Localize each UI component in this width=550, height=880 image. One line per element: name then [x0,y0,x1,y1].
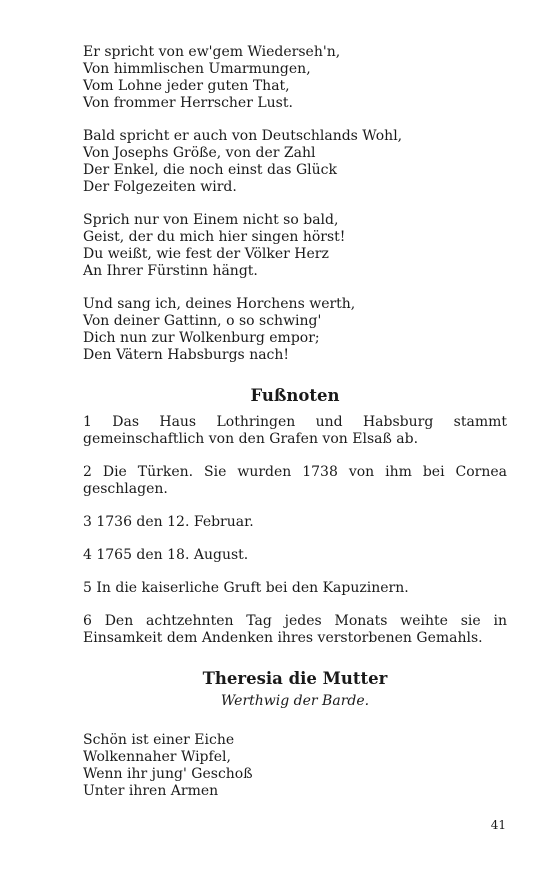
footnotes-list [83,414,507,647]
stanza [83,296,507,364]
page-number: 41 [490,818,506,832]
stanza [83,44,507,112]
footnote: 5 In die kaiserliche Gruft bei den Kapuzinern. [83,580,409,596]
stanza [83,732,507,800]
verse-line: Und sang ich, deines Horchens werth, [83,296,356,312]
verse-line: Schön ist einer Eiche [83,732,235,748]
footnote: 1 Das Haus Lothringen und Habsburg stammt gemeinschaftlich von den Grafen von Elsaß ab. [83,414,507,447]
verse-line: Wenn ihr jung' Geschoß [83,766,253,782]
footnote: 4 1765 den 18. August. [83,547,249,563]
verse-line: Wolkennaher Wipfel, [83,749,231,765]
verse-line: An Ihrer Fürstinn hängt. [83,263,258,279]
verse-line: Den Vätern Habsburgs nach! [83,347,290,363]
verse-line: Du weißt, wie fest der Völker Herz [83,246,329,262]
poem-continuation [83,44,507,364]
verse-line: Der Enkel, die noch einst das Glück [83,162,337,178]
verse-line: Bald spricht er auch von Deutschlands Wohl, [83,128,403,144]
verse-line: Von Josephs Größe, von der Zahl [83,145,316,161]
verse-line: Vom Lohne jeder guten That, [83,78,290,94]
footnote: 2 Die Türken. Sie wurden 1738 von ihm bei Cornea geschlagen. [83,464,507,497]
poem-subtitle: Werthwig der Barde. [220,693,370,709]
page-body [83,44,507,816]
footnotes-heading: Fußnoten [250,386,340,405]
footnote: 6 Den achtzehnten Tag jedes Monats weihte sie in Einsamkeit dem Andenken ihres verstorbenen Gemahls. [83,613,507,646]
verse-line: Unter ihren Armen [83,783,219,799]
stanza [83,128,507,196]
verse-line: Sprich nur von Einem nicht so bald, [83,212,339,228]
stanza [83,212,507,280]
verse-line: Er spricht von ew'gem Wiederseh'n, [83,44,341,60]
verse-line: Von deiner Gattinn, o so schwing' [83,313,322,329]
footnote: 3 1736 den 12. Februar. [83,514,254,530]
poem-title: Theresia die Mutter [202,669,388,688]
verse-line: Geist, der du mich hier singen hörst! [83,229,346,245]
verse-line: Der Folgezeiten wird. [83,179,237,195]
verse-line: Von frommer Herrscher Lust. [83,95,293,111]
verse-line: Von himmlischen Umarmungen, [83,61,311,77]
verse-line: Dich nun zur Wolkenburg empor; [83,330,320,346]
